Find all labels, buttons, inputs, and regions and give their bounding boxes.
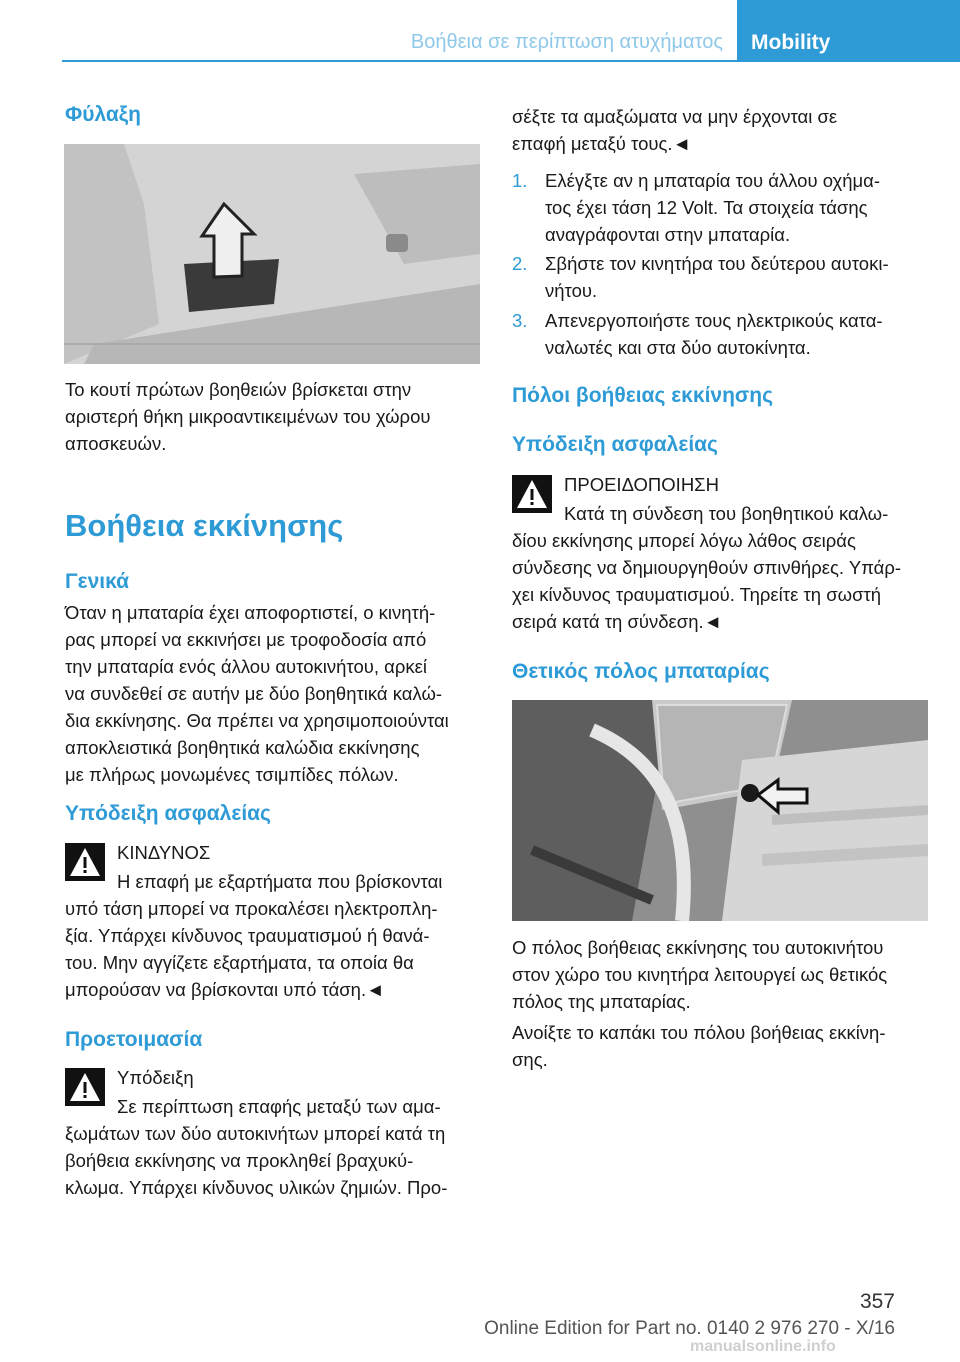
step-text: Απενεργοποιήστε τους ηλεκτρικούς κατα‐ ναλωτές και στα δύο αυτοκίνητα. (545, 310, 883, 358)
warning-text: Κατά τη σύνδεση του βοηθητικού καλω‐ δίου εκκίνησης μπορεί λόγω λάθος σειράς σύνδεσης να δημιουργηθούν σπινθήρες. Υπάρ‐ χει κίνδυνος τραυματισμού. Τηρείτε τη σωστή σειρά κατά τη σύνδεση.◄ (512, 503, 902, 632)
note-title: Υπόδειξη (117, 1067, 194, 1088)
step-number: 2. (512, 253, 528, 274)
first-aid-storage-photo (64, 144, 480, 364)
poles-heading: Πόλοι βοήθειας εκκίνησης (512, 384, 774, 407)
chapter-tab: Mobility (737, 0, 960, 62)
step-text: Ελέγξτε αν η μπαταρία του άλλου οχήμα‐ τος έχει τάση 12 Volt. Τα στοιχεία τάσης αναγράφονται στην μπαταρία. (545, 170, 881, 245)
danger-title: ΚΙΝΔΥΝΟΣ (117, 842, 211, 863)
step-number: 1. (512, 170, 528, 191)
general-text: Όταν η μπαταρία έχει αποφορτιστεί, ο κινητή‐ ρας μπορεί να εκκινήσει με τροφοδοσία από την μπαταρία ενός άλλου αυτοκινήτου, αρκεί να συνδεθεί σε αυτήν με δύο βοηθητικά καλώ‐ δια εκκίνησης. Θα πρέπει να χρησιμοποιούνται αποκλειστικά βοηθητικά καλώδια εκκίνησης με πλήρως μονωμένες τσιμπίδες πόλων. (65, 602, 449, 785)
section-title: Βοήθεια σε περίπτωση ατυχήματος (410, 31, 723, 53)
note-continuation: σέξτε τα αμαξώματα να μην έρχονται σε επαφή μεταξύ τους.◄ (512, 106, 838, 154)
page-header (0, 0, 960, 62)
warning-title: ΠΡΟΕΙΔΟΠΟΙΗΣΗ (564, 474, 719, 495)
jumpstart-heading: Βοήθεια εκκίνησης (65, 508, 344, 543)
danger-text: Η επαφή με εξαρτήματα που βρίσκονται υπό τάση μπορεί να προκαλέσει ηλεκτροπλη‐ ξία. Υπάρχει κίνδυνος τραυματισμού ή θανά‐ του. Μην αγγίζετε εξαρτήματα, τα οποία θα μπορούσαν να βρίσκονται υπό τάση.◄ (65, 871, 443, 1000)
safety-heading-right: Υπόδειξη ασφαλείας (512, 433, 718, 456)
open-cap-text: Ανοίξτε το καπάκι του πόλου βοήθειας εκκίνη‐ σης. (512, 1022, 886, 1070)
note-text: Σε περίπτωση επαφής μεταξύ των αμα‐ ξωμάτων των δύο αυτοκινήτων μπορεί κατά τη βοήθεια εκκίνησης να προκληθεί βραχυκύ‐ κλωμα. Υπάρχει κίνδυνος υλικών ζημιών. Προ‐ (65, 1096, 448, 1198)
engine-bay-photo (512, 700, 928, 921)
header-rule (62, 60, 960, 62)
page-number: 357 (859, 1290, 895, 1313)
step-number: 3. (512, 310, 528, 331)
positive-pole-heading: Θετικός πόλος μπαταρίας (512, 660, 770, 683)
storage-text: Το κουτί πρώτων βοηθειών βρίσκεται στην αριστερή θήκη μικροαντικειμένων του χώρου αποσκευών. (65, 379, 431, 454)
edition-footer: Online Edition for Part no. 0140 2 976 270 - X/16 (484, 1318, 895, 1339)
storage-heading: Φύλαξη (65, 103, 141, 126)
prep-heading: Προετοιμασία (65, 1028, 203, 1051)
general-heading: Γενικά (65, 570, 130, 593)
watermark: manualsonline.info (690, 1338, 836, 1355)
positive-pole-text: Ο πόλος βοήθειας εκκίνησης του αυτοκινήτου στον χώρο του κινητήρα λειτουργεί ως θετικός πόλος της μπαταρίας. (512, 937, 888, 1012)
step-text: Σβήστε τον κινητήρα του δεύτερου αυτοκι‐ νήτου. (545, 253, 889, 301)
safety-heading-left: Υπόδειξη ασφαλείας (65, 802, 271, 825)
